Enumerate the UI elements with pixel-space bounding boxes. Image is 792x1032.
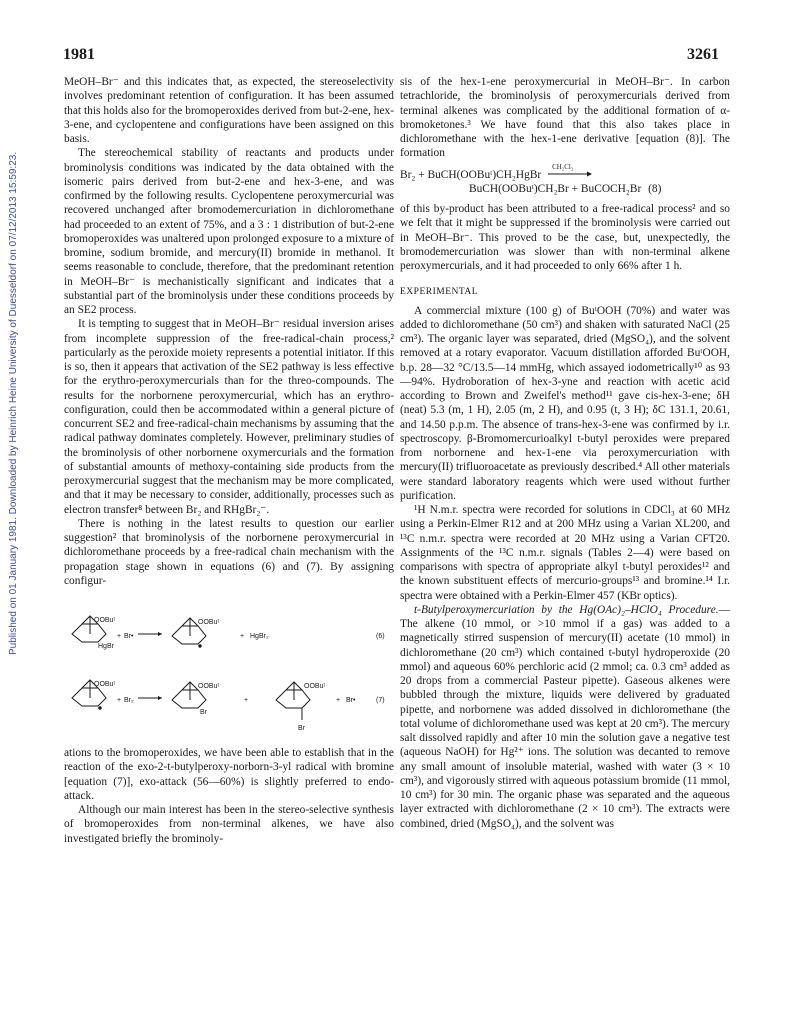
download-note-text: Published on 01 January 1981. Downloaded by Heinrich Heine University of Duesseldorf on 07/12/2013 15:59:23. xyxy=(8,151,19,655)
plus-sign: + xyxy=(244,697,249,704)
paragraph: of this by-product has been attributed to a free-radical process² and so we felt that it might be suppressed if the brominolysis were carried out in MeOH–Br⁻. This proved to be the case, but, unexpectedly, the bromodemercuriation was slower than with non-terminal alkene peroxymercurials, and it had proceeded to only 66% after 1 h. xyxy=(400,203,730,272)
arrowhead-icon xyxy=(158,632,162,636)
equation-number: (7) xyxy=(376,697,385,704)
equation-reactants: Br₂ + BuCH(OOBuᵗ)CH₂HgBr xyxy=(400,168,542,181)
substituent-label: Br xyxy=(298,725,305,732)
plus-sign: + xyxy=(117,697,122,704)
substituent-label: OOBuᵗ xyxy=(198,619,219,626)
arrowhead-icon xyxy=(158,696,162,700)
reaction-scheme xyxy=(64,594,394,742)
reaction-arrow xyxy=(548,162,594,178)
coproduct-label: HgBr₂ xyxy=(250,633,269,640)
equation-8 xyxy=(400,162,730,197)
substituent-label: HgBr xyxy=(98,643,114,650)
arrow-icon xyxy=(548,168,594,180)
paragraph: It is tempting to suggest that in MeOH–Br⁻ residual inversion arises from incomplete suppression of the free-radical-chain process,² particularly as the peroxide moiety represents a potential initiator. If this is so, then it appears that activation of the SE2 pathway is less effective for the erythro-peroxymercurials than for the threo-compounds. The results for the norbornene peroxymercurial, which has an erythro-configuration, could then be accommodated within a general picture of concurrent SE2 and free-radical-chain mechanisms by assuming that the radical pathway dominates completely. However, preliminary studies of the brominolysis of other norbornene oxymercurials and the formation of substantial amounts of methoxy-containing side products from the peroxymercurial suggest that the mechanism may be more complicated, and that it may be necessary to consider, additionally, processes such as electron transfer⁸ between Br₂ and RHgBr₂⁻. xyxy=(64,318,394,516)
download-note[interactable] xyxy=(7,125,21,655)
substituent-label: OOBuᵗ xyxy=(94,617,115,624)
plus-sign: + xyxy=(117,633,122,640)
substituent-label: OOBuᵗ xyxy=(198,683,219,690)
substituent-label: Br xyxy=(200,709,207,716)
substituent-label: OOBuᵗ xyxy=(94,681,115,688)
right-column xyxy=(400,75,730,831)
paragraph: ations to the bromoperoxides, we have been able to establish that in the reaction of the exo-2-t-butylperoxy-norborn-3-yl radical with bromine [equation (7)], exo-attack (56—60%) is slightly preferred to endo-attack. xyxy=(64,747,394,802)
paragraph xyxy=(400,603,730,831)
paragraph: MeOH–Br⁻ and this indicates that, as expected, the stereoselectivity involves predominant retention of configuration. It has been assumed that this holds also for the bromoperoxides derived from but-2-ene, hex-3-ene, and cyclopentene and configurations have been assigned on this basis. xyxy=(64,76,394,145)
reagent-label: Br• xyxy=(124,633,134,640)
left-column xyxy=(64,75,394,846)
paragraph-body: —The alkene (10 mmol, or >10 mmol if a gas) was added to a magnetically stirred suspension of mercury(II) acetate (10 mmol) in dichloromethane (20 cm³) which contained t-butyl hydroperoxide (20 mmol) and aqueous 60% perchloric acid (2 mmol; ca. 0.3 cm³ added as 20 drops from a commercial Pasteur pipette). Gaseous alkenes were bubbled through the mixture, liquids were delivered by graduated pipette, and norbornene was added dissolved in dichloromethane (the total volume of dichloromethane used was kept at 20 cm³). The mercury salt dissolved rapidly and after 10 min the solution gave a negative test (aqueous NaOH) for Hg²⁺ ions. The solution was decanted to remove any small amount of insoluble material, washed with water (3 × 10 cm³), and vigorously stirred with aqueous potassium bromide (11 mmol, 10 cm³) for 30 min. The organic phase was separated and the aqueous layer extracted with dichloromethane (2 × 10 cm³). The extracts were combined, dried (MgSO₄), and the solvent was xyxy=(400,603,730,830)
coproduct-label: Br• xyxy=(346,697,356,704)
journal-year: 1981 xyxy=(63,46,95,63)
paragraph: ¹H N.m.r. spectra were recorded for solutions in CDCl₃ at 60 MHz using a Perkin-Elmer R12 and at 200 MHz using a Varian XL200, and ¹³C n.m.r. spectra were recorded at 20 MHz using a Varian CFT20. Assignments of the ¹³C n.m.r. signals (Tables 2—4) were based on comparisons with spectra of appropriate alkyl t-butyl peroxides¹² and the known substituent effects of mercurio-groups¹³ and bromine.¹⁴ I.r. spectra were obtained with a Perkin-Elmer 457 (KBr optics). xyxy=(400,504,730,602)
paragraph: Although our main interest has been in the stereo-selective synthesis of bromoperoxides from non-terminal alkenes, we have also investigated briefly the brominoly- xyxy=(64,804,394,845)
substituent-label: OOBuᵗ xyxy=(304,683,325,690)
page-number: 3261 xyxy=(687,46,719,63)
paragraph: There is nothing in the latest results to question our earlier suggestion² that brominolysis of the norbornene peroxymercurial in dichloromethane proceeds by a free-radical chain mechanism with the propagation stage shown in equations (6) and (7). By assigning configur- xyxy=(64,517,394,587)
equation-number: (8) xyxy=(648,182,662,195)
reagent-label: Br₂ xyxy=(124,697,134,704)
paragraph: The stereochemical stability of reactants and products under brominolysis conditions was indicated by the data obtained with the isomeric pairs derived from but-2-ene and hex-3-ene, and was confirmed by the following results. Cyclopentene peroxymercurial was recovered unchanged after bromodemercuriation in dichloromethane had proceeded to an extent of 75%, and a 3 : 1 distribution of but-2-ene bromoperoxides was unaltered upon prolonged exposure to a mixture of bromine, sodium bromide, and mercury(II) bromide in methanol. It seems reasonable to conclude, therefore, that the predominant retention in MeOH–Br⁻ is mechanistically significant and indicates that a substantial part of the brominolysis under these conditions proceeds by an SE2 process. xyxy=(64,147,394,316)
section-heading: EXPERIMENTAL xyxy=(400,287,479,298)
paragraph-run-in-title: t-Butylperoxymercuriation by the Hg(OAc)₂–HClO₄ Procedure. xyxy=(414,603,719,616)
paragraph: sis of the hex-1-ene peroxymercurial in MeOH–Br⁻. In carbon tetrachloride, the brominolysis of peroxymercurials derived from terminal alkenes was complicated by the additional formation of α-bromoketones.³ We have found that this also takes place in dichloromethane with the hex-1-ene derivative [equation (8)]. The formation xyxy=(400,76,730,160)
equation-number: (6) xyxy=(376,633,385,640)
paragraph: A commercial mixture (100 g) of BuᵗOOH (70%) and water was added to dichloromethane (50 cm³) and shaken with saturated NaCl (25 cm³). The organic layer was separated, dried (MgSO₄), and the solvent removed at a rotary evaporator. Vacuum distillation afforded BuᵗOOH, b.p. 28—32 °C/13.5—14 mmHg, which assayed iodometrically¹⁰ as 93—94%. Hydroboration of hex-3-yne and reaction with acetic acid according to Brown and Zweifel's method¹¹ gave cis-hex-3-ene; δH (neat) 5.3 (m, 1 H), 2.05 (m, 2 H), and 0.95 (t, 3 H); δC 131.1, 20.61, and 14.50 p.p.m. The absence of trans-hex-3-ene was confirmed by i.r. spectroscopy. β-Bromomercurioalkyl t-butyl peroxides were prepared from norbornene and hex-1-ene via peroxymercuriation with mercury(II) trifluoroacetate as previously described.⁴ All other materials were standard laboratory reagents which were used without further purification. xyxy=(400,304,730,502)
equation-products: BuCH(OOBuᵗ)CH₂Br + BuCOCH₂Br xyxy=(469,182,642,195)
plus-sign: + xyxy=(336,697,341,704)
solvent-label: CH₂Cl₂ xyxy=(552,162,574,171)
plus-sign: + xyxy=(240,633,245,640)
